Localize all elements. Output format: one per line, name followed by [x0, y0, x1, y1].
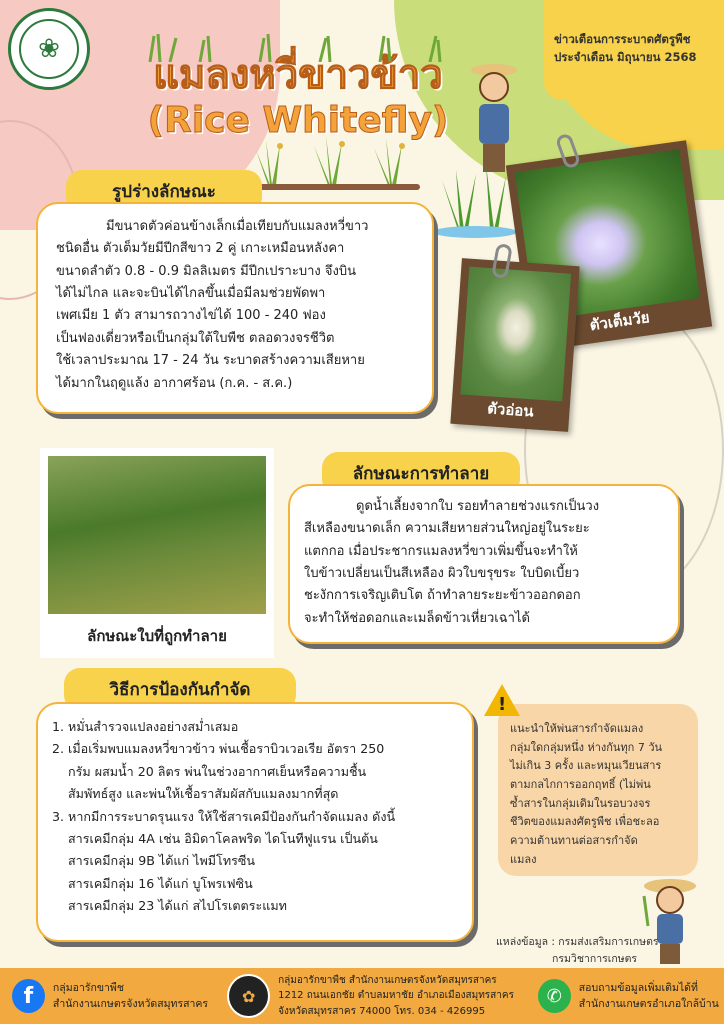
control-line-8: สารเคมีกลุ่ม 16 ได้แก่ บูโพรเฟซิน [68, 875, 253, 891]
control-line-5: 3. หากมีการระบาดรุนแรง ให้ใช้สารเคมีป้องกันกำจัดแมลง ดังนี้ [52, 808, 396, 824]
control-line-2: 2. เมื่อเริ่มพบแมลงหวี่ขาวข้าว พ่นเชื้อราบิวเวอเรีย อัตรา 250 [52, 741, 385, 757]
appearance-card [36, 202, 434, 414]
appearance-line-4: ได้ไม่ไกล และจะบินได้ไกลขึ้นเมื่อมีลมช่วยพัดพา [56, 286, 326, 302]
appearance-line-5: เพศเมีย 1 ตัว สามารถวางไข่ได้ 100 - 240 ฟอง [56, 308, 326, 324]
news-line-2: ประจำเดือน มิถุนายน 2568 [554, 50, 697, 65]
facebook-line-1: กลุ่มอารักขาพืช [52, 981, 124, 994]
warning-note [498, 704, 698, 876]
nymph-caption: ตัวอ่อน [486, 399, 535, 421]
warning-line-6: ชีวิตของแมลงศัตรูพืช เพื่อชะลอ [510, 815, 660, 829]
seal-inner-icon: ❀ [19, 19, 79, 79]
warning-line-7: ความต้านทานต่อสารกำจัด [510, 834, 638, 848]
source-line-1: แหล่งข้อมูล : กรมส่งเสริมการเกษตร [496, 936, 659, 948]
nymph-photo-frame [450, 258, 579, 432]
control-line-3: กรัม ผสมน้ำ 20 ลิตร พ่นในช่วงอากาศเย็นหรือความชื้น [68, 763, 367, 779]
control-card [36, 702, 474, 942]
appearance-line-2: ชนิดอื่น ตัวเต็มวัยมีปีกสีขาว 2 คู่ เกาะเหมือนหลังคา [56, 241, 345, 257]
leaf-damage-photo-frame [40, 448, 274, 658]
damage-line-4: ใบข้าวเปลี่ยนเป็นสีเหลือง ผิวใบขรุขระ ใบบิดเบี้ยว [304, 566, 580, 582]
adult-caption: ตัวเต็มวัย [588, 308, 651, 335]
office-address [278, 973, 532, 1020]
news-line-1: ข่าวเตือนการระบาดศัตรูพืช [554, 32, 691, 46]
contact-line-2: สำนักงานเกษตรอำเภอใกล้บ้าน [578, 998, 719, 1010]
appearance-line-3: ขนาดลำตัว 0.8 - 0.9 มิลลิเมตร มีปีกเปราะบาง จึงบิน [56, 263, 356, 279]
address-line-3: จังหวัดสมุทรสาคร 74000 โทร. 034 - 426995 [278, 1005, 486, 1017]
leaf-damage-caption: ลักษณะใบที่ถูกทำลาย [87, 627, 227, 645]
warning-line-1: แนะนำให้พ่นสารกำจัดแมลง [510, 722, 644, 735]
news-badge [544, 18, 710, 100]
warning-line-4: ตามกลไกการออกฤทธิ์ (ไม่พ่น [510, 778, 651, 792]
control-heading: วิธีการป้องกันกำจัด [64, 668, 296, 711]
facebook-page-info[interactable] [53, 980, 223, 1013]
appearance-line-8: ได้มากในฤดูแล้ง อากาศร้อน (ก.ค. - ส.ค.) [56, 375, 293, 391]
address-line-1: กลุ่มอารักขาพืช สำนักงานเกษตรจังหวัดสมุทรสาคร [278, 974, 497, 986]
appearance-line-6: เป็นฟองเดี่ยวหรือเป็นกลุ่มใต้ใบพืช ตลอดวงจรชีวิต [56, 330, 335, 346]
rice-seedling-decoration [430, 150, 520, 240]
appearance-heading: รูปร่างลักษณะ [66, 170, 262, 213]
contact-line-1: สอบถามข้อมูลเพิ่มเติมได้ที่ [578, 981, 698, 994]
facebook-icon[interactable]: f [12, 979, 45, 1013]
source-line-2: กรมวิชาการเกษตร [552, 952, 638, 965]
nymph-whitefly-image [460, 267, 571, 402]
warning-line-5: ซ้ำสารในกลุ่มเดิมในรอบวงจร [510, 796, 651, 810]
warning-mark: ! [498, 694, 507, 715]
damage-card [288, 484, 680, 644]
page-title-thai: แมลงหวี่ขาวข้าว [153, 52, 443, 98]
footer-bar [0, 968, 724, 1024]
farmer-body [479, 104, 509, 144]
office-logo-icon: ✿ [227, 974, 270, 1018]
control-line-4: สัมพัทธ์สูง และพ่นให้เชื้อราสัมผัสกับแมลงมากที่สุด [68, 786, 339, 802]
damage-line-2: สีเหลืองขนาดเล็ก ความเสียหายส่วนใหญ่อยู่ในระยะ [304, 521, 590, 537]
rice-plants-decoration [250, 130, 420, 190]
source-credit [496, 934, 659, 968]
appearance-line-7: ใช้เวลาประมาณ 17 - 24 วัน ระบาดสร้างความเสียหาย [56, 353, 365, 369]
damage-line-3: แตกกอ เมื่อประชากรแมลงหวี่ขาวเพิ่มขึ้นจะทำให้ [304, 543, 578, 559]
page-title-english: (Rice Whitefly) [147, 100, 449, 141]
contact-info [579, 980, 724, 1013]
warning-line-2: กลุ่มใดกลุ่มหนึ่ง ห่างกันทุก 7 วัน [510, 740, 663, 754]
grass-top-decoration [140, 32, 460, 62]
damage-line-5: ชะงักการเจริญเติบโต ถ้าทำลายระยะข้าวออกดอก [304, 588, 581, 604]
control-line-9: สารเคมีกลุ่ม 23 ได้แก่ สไปโรเตตระแมท [68, 898, 287, 914]
damage-line-1: ดูดน้ำเลี้ยงจากใบ รอยทำลายช่วงแรกเป็นวง [356, 499, 600, 514]
control-line-7: สารเคมีกลุ่ม 9B ได้แก่ ไพมีโทรซีน [68, 853, 256, 869]
department-seal-icon [8, 8, 90, 90]
damage-heading: ลักษณะการทำลาย [322, 452, 520, 495]
facebook-line-2: สำนักงานเกษตรจังหวัดสมุทรสาคร [52, 998, 209, 1010]
warning-line-8: แมลง [510, 852, 537, 866]
farmer-head [479, 72, 509, 102]
control-line-6: สารเคมีกลุ่ม 4A เช่น อิมิดาโคลพริด ไดโนทีฟูแรน เป็นต้น [68, 831, 378, 847]
control-line-1: 1. หมั่นสำรวจแปลงอย่างสม่ำเสมอ [52, 719, 239, 734]
damage-line-6: จะทำให้ช่อดอกและเมล็ดข้าวเหี่ยวเฉาได้ [304, 610, 530, 626]
phone-icon[interactable]: ✆ [538, 979, 571, 1013]
damaged-leaf-image [48, 456, 266, 614]
address-line-2: 1212 ถนนเอกชัย ตำบลมหาชัย อำเภอเมืองสมุทรสาคร [278, 990, 514, 1002]
appearance-line-1: มีขนาดตัวค่อนข้างเล็กเมื่อเทียบกับแมลงหวี่ขาว [106, 219, 369, 234]
warning-line-3: ไม่เกิน 3 ครั้ง และหมุนเวียนสาร [510, 759, 662, 773]
